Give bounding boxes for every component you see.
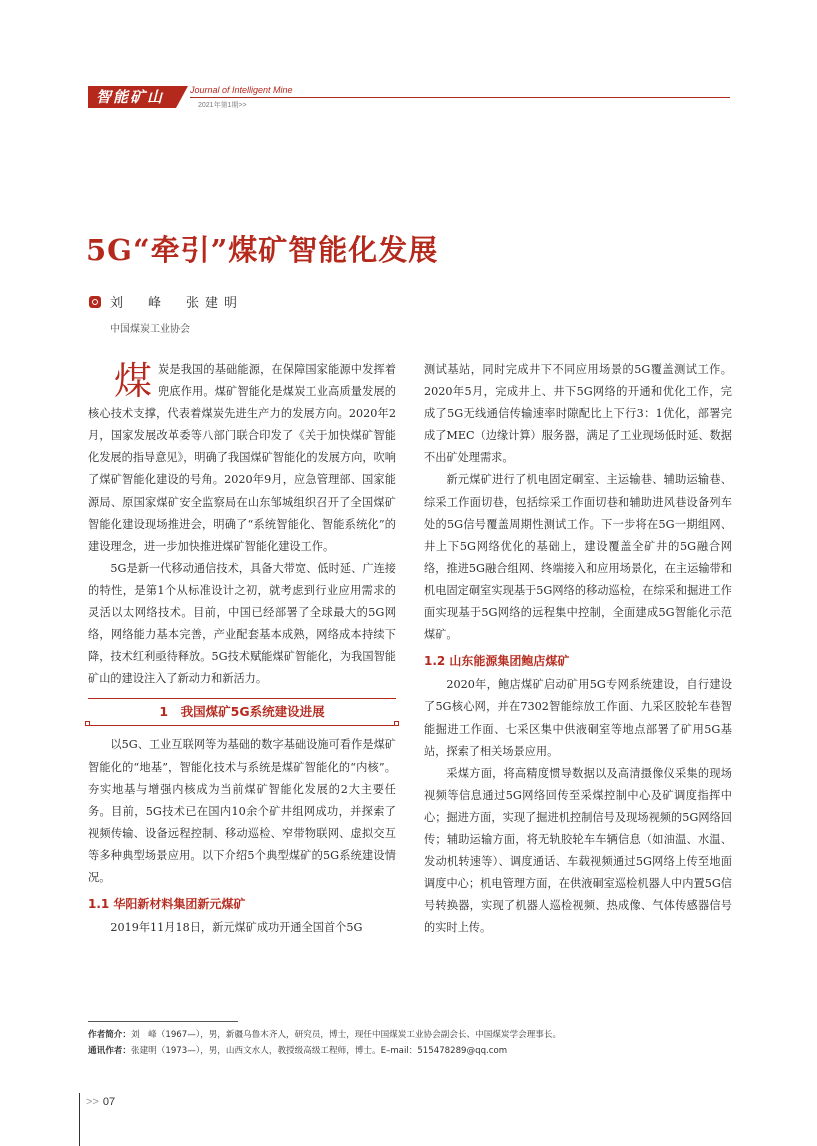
contact-note-text: 张建明（1973—），男，山西文水人，教授级高级工程师，博士。E–mail：515478289@qq.com [130,1046,508,1056]
header-rule [190,97,730,98]
contact-note [88,1043,738,1059]
heading-corner-right [394,721,399,726]
footnotes [88,1027,738,1059]
journal-logo: 智能矿山 [96,88,165,106]
footnote-rule [88,1021,238,1022]
paragraph: 2020年，鲍店煤矿启动矿用5G专网系统建设，自行建设了5G核心网，并在7302智能综放工作面、九采区胶轮车巷智能掘进工作面、七采区集中供液硐室等地点部署了矿用5G基站，探索了相关场景应用。 [424,678,732,758]
subsection-heading: 1.1 华阳新材料集团新元煤矿 [88,897,246,912]
left-column [88,359,396,939]
authors: 刘 峰 张建明 [110,296,244,311]
intro-paragraph [88,359,396,558]
paragraph: 测试基站，同时完成井下不同应用场景的5G覆盖测试工作。2020年5月，完成井上、井下5G网络的开通和优化工作，完成了5G无线通信传输速率时隙配比上下行3：1优化，部署完成了MEC（边缘计算）服务器，满足了工业现场低时延、数据不出矿处理需求。 [424,363,732,465]
paragraph: 5G是新一代移动通信技术，具备大带宽、低时延、广连接的特性，是第1个从标准设计之初，就考虑到行业应用需求的灵活以太网络技术。目前，中国已经部署了全球最大的5G网络，网络能力基本完善，产业配套基本成熟，网络成本持续下降，技术红利亟待释放。5G技术赋能煤矿智能化，为我国智能矿山的建设注入了新动力和新活力。 [88,561,396,686]
issue-label: 2021年第1期>> [198,102,247,109]
journal-name: Journal of Intelligent Mine [190,85,293,95]
subsection-heading: 1.2 山东能源集团鲍店煤矿 [424,654,570,669]
page-number [86,1096,115,1108]
section-heading [88,698,396,726]
right-column [424,359,732,939]
paragraph: 新元煤矿进行了机电固定硐室、主运输巷、辅助运输巷、综采工作面切巷，包括综采工作面切巷和辅助进风巷设备列车处的5G信号覆盖周期性测试工作。下一步将在5G一期组网、井上下5G网络优化的基础上，建设覆盖全矿井的5G融合网络，推进5G融合组网、终端接入和应用场景化，在主运输带和机电固定硐室实现基于5G网络的移动巡检，在综采和掘进工作面实现基于5G网络的远程集中控制，全面建成5G智能化示范煤矿。 [424,473,732,642]
page-number-text: 07 [102,1096,116,1108]
intro-text: 炭是我国的基础能源，在保障国家能源中发挥着兜底作用。煤矿智能化是煤炭工业高质量发展的核心技术支撑，代表着煤炭先进生产力的发展方向。2020年2月，国家发展改革委等八部门联合印发了《关于加快煤矿智能化发展的指导意见》，明确了我国煤矿智能化的发展方向，吹响了煤矿智能化建设的号角。2020年9月，应急管理部、国家能源局、原国家煤矿安全监察局在山东邹城组织召开了全国煤矿智能化建设现场推进会，明确了“系统智能化、智能系统化”的建设理念，进一步加快推进煤矿智能化建设工作。 [88,363,396,553]
article-title: 5G“牵引”煤矿智能化发展 [86,233,439,267]
author-icon [89,296,101,308]
author-note-text: 刘 峰（1967—），男，新疆乌鲁木齐人，研究员，博士，现任中国煤炭工业协会副会长、中国煤炭学会理事长。 [130,1030,562,1040]
section-heading-text: 1 我国煤矿5G系统建设进展 [159,704,325,720]
paragraph: 采煤方面，将高精度惯导数据以及高清摄像仪采集的现场视频等信息通过5G网络回传至采煤控制中心及矿调度指挥中心；掘进方面，实现了掘进机控制信号及现场视频的5G网络回传；辅助运输方面，将无轨胶轮车车辆信息（如油温、水温、发动机转速等）、调度通话、车载视频通过5G网络上传至地面调度中心；机电管理方面，在供液硐室巡检机器人中内置5G信号转换器，实现了机器人巡检视频、热成像、气体传感器信号的实时上传。 [424,766,732,935]
author-note-label: 作者简介： [88,1030,131,1040]
paragraph: 以5G、工业互联网等为基础的数字基础设施可看作是煤矿智能化的“地基”，智能化技术与系统是煤矿智能化的“内核”。夯实地基与增强内核成为当前煤矿智能化发展的2大主要任务。目前，5G技术已在国内10余个矿井组网成功，并探索了视频传输、设备远程控制、移动巡检、窄带物联网、虚拟交互等多种典型场景应用。以下介绍5个典型煤矿的5G系统建设情况。 [88,738,396,884]
author-note [88,1027,738,1043]
affiliation: 中国煤炭工业协会 [110,324,190,335]
chevron-icon: >> [86,1096,99,1108]
contact-note-label: 通讯作者： [88,1046,131,1056]
heading-corner-left [85,721,90,726]
dropcap: 煤 [114,359,153,403]
paragraph: 2019年11月18日，新元煤矿成功开通全国首个5G [110,921,363,935]
page-margin-line [79,1093,80,1146]
